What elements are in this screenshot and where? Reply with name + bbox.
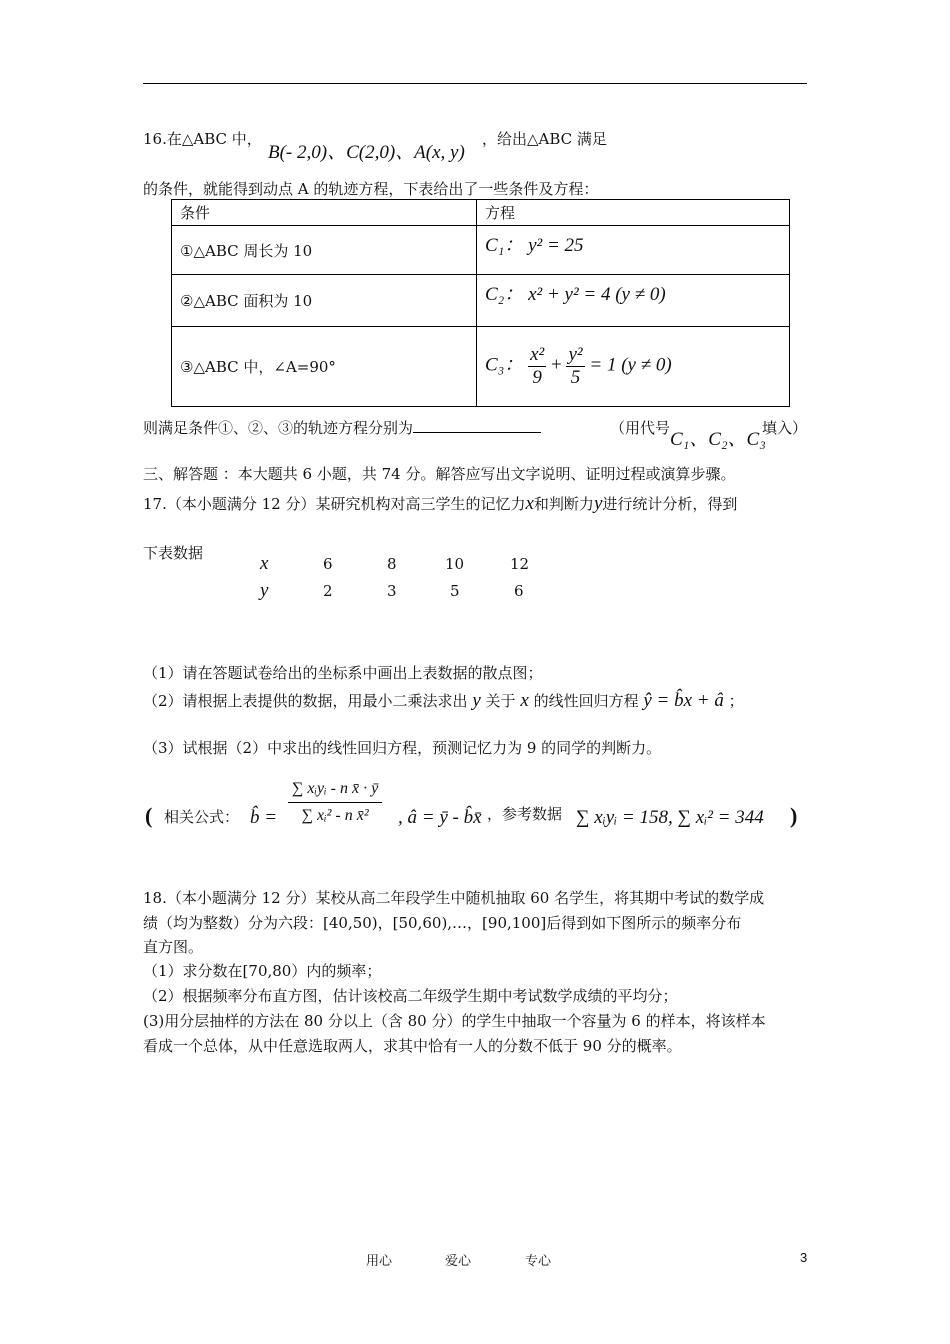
p2-var-x: x (520, 690, 529, 711)
data-y-label: y (260, 580, 269, 601)
var-x: x (525, 493, 534, 514)
data-x-2: 8 (387, 555, 397, 573)
q17-part3: （3）试根据（2）中求出的线性回归方程，预测记忆力为 9 的同学的判断力。 (143, 739, 662, 757)
data-x-4: 12 (510, 555, 530, 573)
row3-equation-cell (477, 327, 790, 407)
data-y-4: 6 (514, 582, 524, 600)
row1-equation: y² = 25 (528, 235, 584, 256)
formula-denominator: ∑ xᵢ² - n x̄² (301, 807, 369, 824)
condition-table (171, 199, 790, 407)
q17-part2 (143, 690, 744, 712)
q17-p2b: 关于 (485, 692, 516, 710)
q17-line1 (143, 493, 737, 515)
table-header-row (172, 200, 790, 226)
answer-hint-tail: 填入） (762, 419, 808, 437)
row2-label: C₂： (485, 284, 524, 305)
q18-part3b: 看成一个总体，从中任意选取两人，求其中恰有一人的分数不低于 90 分的概率。 (143, 1037, 682, 1055)
q16-intro: 16.在△ABC 中， (143, 130, 262, 148)
formula-b-hat: b̂ = (250, 807, 278, 828)
q17-line2: 下表数据 (143, 544, 204, 562)
row3-equation-tail: = 1 (y ≠ 0) (589, 354, 672, 376)
row3-den1: 9 (532, 367, 542, 388)
row2-condition: ②△ABC 面积为 10 (172, 275, 477, 327)
q16-intro-tail: ，给出△ABC 满足 (482, 130, 607, 148)
q18-part1: （1）求分数在[70,80）内的频率； (143, 962, 382, 980)
row3-num1: x² (530, 344, 545, 365)
row3-fraction-x (528, 344, 546, 389)
row1-label: C₁： (485, 235, 524, 256)
data-y-1: 2 (323, 582, 333, 600)
formula-frac (288, 776, 382, 829)
row3-condition: ③△ABC 中，∠A=90° (172, 327, 477, 407)
answer-prompt: 则满足条件①、②、③的轨迹方程分别为 (143, 419, 414, 437)
q16-answer-line (143, 417, 541, 438)
q18-line1: 18.（本小题满分 12 分）某校从高二年段学生中随机抽取 60 名学生，将其期中考试的数学成 (143, 889, 765, 907)
q17-p2-end: ； (728, 692, 744, 710)
header-rule (143, 83, 807, 84)
answer-hint: （用代号 (610, 419, 671, 437)
regression-equation: ŷ = b̂x + â (643, 690, 724, 711)
q16-line2: 的条件，就能得到动点 A 的轨迹方程，下表给出了一些条件及方程： (143, 180, 599, 198)
reference-data: ∑ xᵢyᵢ = 158, ∑ xᵢ² = 344 (576, 807, 764, 828)
footer-item-1: 用心 (366, 1254, 393, 1269)
formula-numerator: ∑ xᵢyᵢ - n x̄ · ȳ (288, 776, 382, 803)
q17-line1a: 17.（本小题满分 12 分）某研究机构对高三学生的记忆力 (143, 495, 526, 513)
q17-p2c: 的线性回归方程 (533, 692, 639, 710)
formula-open-paren: ( (145, 803, 153, 828)
reference-label: ，参考数据 (487, 805, 563, 823)
data-x-3: 10 (445, 555, 465, 573)
footer-item-2: 爱心 (445, 1254, 472, 1269)
row3-num2: y² (568, 344, 583, 365)
q18-part2: （2）根据频率分布直方图，估计该校高二年级学生期中考试数学成绩的平均分； (143, 987, 678, 1005)
plus-sign: + (550, 354, 562, 376)
section3-heading: 三、解答题 ：本大题共 6 小题，共 74 分。解答应写出文字说明、证明过程或演算步骤。 (143, 465, 736, 483)
row3-fraction-y (566, 344, 584, 389)
data-y-2: 3 (387, 582, 397, 600)
table-row (172, 327, 790, 407)
q18-part3a: (3)用分层抽样的方法在 80 分以上（含 80 分）的学生中抽取一个容量为 6 的样本，将该样本 (143, 1012, 766, 1030)
header-condition: 条件 (172, 200, 477, 226)
data-x-1: 6 (323, 555, 333, 573)
q18-line3: 直方图。 (143, 938, 204, 956)
table-row (172, 275, 790, 327)
row1-equation-cell (477, 226, 790, 275)
data-y-3: 5 (450, 582, 460, 600)
q17-p2a: （2）请根据上表提供的数据，用最小二乘法求出 (143, 692, 468, 710)
q18-line2: 绩（均为整数）分为六段：[40,50)，[50,60),…，[90,100]后得到如下图所示的频率分布 (143, 914, 742, 932)
page-number: 3 (800, 1250, 808, 1265)
p2-var-y: y (472, 690, 481, 711)
var-y: y (593, 493, 603, 514)
row3-label: C₃： (485, 354, 524, 376)
row3-den2: 5 (570, 367, 581, 388)
formula-label: 相关公式： (164, 808, 240, 826)
q16-points: B(- 2,0)、C(2,0)、A(x, y) (268, 142, 465, 163)
footer-item-3: 专心 (525, 1254, 552, 1269)
row2-equation-cell (477, 275, 790, 327)
row2-equation: x² + y² = 4 (y ≠ 0) (528, 284, 666, 305)
q17-line1c: 进行统计分析，得到 (602, 495, 738, 513)
data-x-label: x (260, 553, 269, 574)
answer-codes: C₁、C₂、C₃ (670, 429, 766, 450)
formula-a-hat: , â = ȳ - b̂x̄ (398, 807, 482, 828)
row1-condition: ①△ABC 周长为 10 (172, 226, 477, 275)
answer-blank[interactable] (413, 418, 541, 433)
formula-close-paren: ) (790, 803, 798, 828)
header-equation: 方程 (477, 200, 790, 226)
q17-line1b: 和判断力 (533, 495, 594, 513)
table-row (172, 226, 790, 275)
formula-fraction (288, 776, 382, 829)
q17-part1: （1）请在答题试卷给出的坐标系中画出上表数据的散点图； (143, 664, 543, 682)
